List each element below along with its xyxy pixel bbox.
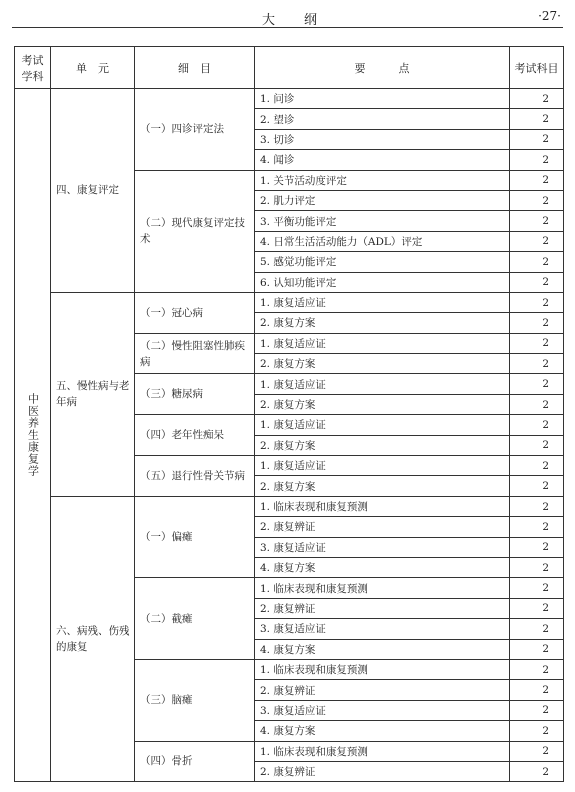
- subject-name: 中医养生康复学: [26, 393, 40, 478]
- point-cell: 1. 康复适应证: [255, 456, 510, 476]
- exam-level-cell: 2: [510, 680, 564, 700]
- page-header: [0, 0, 575, 28]
- exam-level-cell: 2: [510, 252, 564, 272]
- exam-level-cell: 2: [510, 578, 564, 598]
- detail-cell: （一）偏瘫: [135, 496, 255, 578]
- point-cell: 1. 临床表现和康复预测: [255, 578, 510, 598]
- point-cell: 3. 康复适应证: [255, 700, 510, 720]
- unit-cell: 四、康复评定: [51, 89, 135, 293]
- detail-cell: （一）冠心病: [135, 292, 255, 333]
- exam-level-cell: 2: [510, 659, 564, 679]
- point-cell: 5. 感觉功能评定: [255, 252, 510, 272]
- point-cell: 2. 康复方案: [255, 435, 510, 455]
- exam-level-cell: 2: [510, 170, 564, 190]
- exam-level-cell: 2: [510, 741, 564, 761]
- point-cell: 2. 康复辨证: [255, 598, 510, 618]
- exam-level-cell: 2: [510, 557, 564, 577]
- detail-cell: （一）四诊评定法: [135, 89, 255, 171]
- col-header-detail: 细 目: [135, 47, 255, 89]
- table-row: [15, 89, 564, 109]
- exam-level-cell: 2: [510, 354, 564, 374]
- exam-level-cell: 2: [510, 109, 564, 129]
- table-row: [15, 292, 564, 312]
- detail-cell: （二）慢性阻塞性肺疾病: [135, 333, 255, 374]
- running-title: 大 纲: [262, 13, 319, 28]
- exam-level-cell: 2: [510, 231, 564, 251]
- point-cell: 3. 康复适应证: [255, 537, 510, 557]
- exam-level-cell: 2: [510, 394, 564, 414]
- exam-level-cell: 2: [510, 761, 564, 781]
- point-cell: 1. 康复适应证: [255, 292, 510, 312]
- detail-cell: （二）截瘫: [135, 578, 255, 660]
- exam-level-cell: 2: [510, 456, 564, 476]
- point-cell: 4. 闻诊: [255, 150, 510, 170]
- exam-level-cell: 2: [510, 700, 564, 720]
- exam-level-cell: 2: [510, 721, 564, 741]
- point-cell: 4. 日常生活活动能力（ADL）评定: [255, 231, 510, 251]
- unit-cell: 六、病残、伤残的康复: [51, 496, 135, 781]
- point-cell: 3. 平衡功能评定: [255, 211, 510, 231]
- point-cell: 1. 康复适应证: [255, 374, 510, 394]
- point-cell: 6. 认知功能评定: [255, 272, 510, 292]
- point-cell: 2. 康复方案: [255, 313, 510, 333]
- point-cell: 4. 康复方案: [255, 557, 510, 577]
- point-cell: 3. 康复适应证: [255, 619, 510, 639]
- point-cell: 2. 康复方案: [255, 354, 510, 374]
- exam-level-cell: 2: [510, 89, 564, 109]
- exam-level-cell: 2: [510, 374, 564, 394]
- exam-level-cell: 2: [510, 476, 564, 496]
- col-header-points: 要 点: [255, 47, 510, 89]
- exam-level-cell: 2: [510, 272, 564, 292]
- point-cell: 4. 康复方案: [255, 639, 510, 659]
- detail-cell: （四）骨折: [135, 741, 255, 782]
- point-cell: 1. 临床表现和康复预测: [255, 659, 510, 679]
- exam-level-cell: 2: [510, 537, 564, 557]
- point-cell: 4. 康复方案: [255, 721, 510, 741]
- col-header-exam-level: 考试科目: [510, 47, 564, 89]
- exam-level-cell: 2: [510, 619, 564, 639]
- exam-level-cell: 2: [510, 496, 564, 516]
- point-cell: 1. 临床表现和康复预测: [255, 741, 510, 761]
- detail-cell: （四）老年性痴呆: [135, 415, 255, 456]
- syllabus-table: [14, 46, 564, 782]
- point-cell: 3. 切诊: [255, 129, 510, 149]
- exam-level-cell: 2: [510, 190, 564, 210]
- point-cell: 1. 问诊: [255, 89, 510, 109]
- exam-level-cell: 2: [510, 517, 564, 537]
- point-cell: 2. 康复辨证: [255, 761, 510, 781]
- col-header-subject: 考试学科: [15, 47, 51, 89]
- point-cell: 2. 康复方案: [255, 476, 510, 496]
- header-rule: [12, 27, 563, 28]
- exam-level-cell: 2: [510, 211, 564, 231]
- unit-cell: 五、慢性病与老年病: [51, 292, 135, 496]
- page-number: ·27·: [538, 9, 561, 23]
- detail-cell: （五）退行性骨关节病: [135, 456, 255, 497]
- table-body: [15, 89, 564, 782]
- exam-level-cell: 2: [510, 292, 564, 312]
- point-cell: 2. 康复辨证: [255, 680, 510, 700]
- col-header-unit: 单 元: [51, 47, 135, 89]
- detail-cell: （三）糖尿病: [135, 374, 255, 415]
- detail-cell: （二）现代康复评定技术: [135, 170, 255, 292]
- exam-level-cell: 2: [510, 313, 564, 333]
- exam-level-cell: 2: [510, 598, 564, 618]
- exam-level-cell: 2: [510, 639, 564, 659]
- point-cell: 2. 肌力评定: [255, 190, 510, 210]
- exam-level-cell: 2: [510, 150, 564, 170]
- point-cell: 1. 康复适应证: [255, 415, 510, 435]
- exam-level-cell: 2: [510, 333, 564, 353]
- exam-level-cell: 2: [510, 415, 564, 435]
- point-cell: 2. 康复方案: [255, 394, 510, 414]
- point-cell: 2. 望诊: [255, 109, 510, 129]
- exam-level-cell: 2: [510, 129, 564, 149]
- point-cell: 1. 临床表现和康复预测: [255, 496, 510, 516]
- point-cell: 1. 关节活动度评定: [255, 170, 510, 190]
- point-cell: 2. 康复辨证: [255, 517, 510, 537]
- detail-cell: （三）脑瘫: [135, 659, 255, 741]
- table-row: [15, 496, 564, 516]
- subject-cell: [15, 89, 51, 782]
- table-header-row: [15, 47, 564, 89]
- point-cell: 1. 康复适应证: [255, 333, 510, 353]
- exam-level-cell: 2: [510, 435, 564, 455]
